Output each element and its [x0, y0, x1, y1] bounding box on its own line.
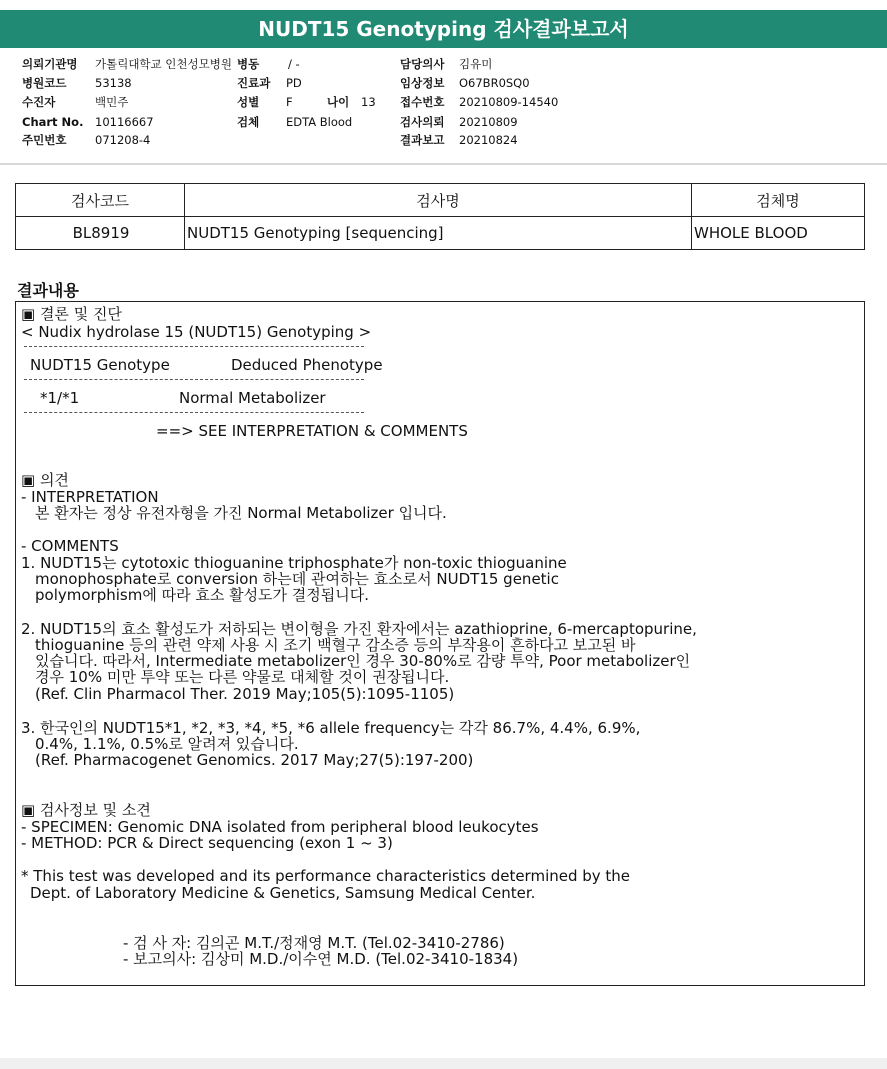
institution-label: 의뢰기관명: [22, 57, 78, 71]
age-value: 13: [361, 95, 376, 109]
comment-2-line-4: 경우 10% 미만 투약 또는 다른 약물로 대체할 것이 권장됩니다.: [35, 668, 450, 686]
header-row-1: [0, 55, 887, 74]
dept-label: 진료과: [237, 76, 271, 90]
results-heading: 결과내용: [17, 281, 79, 300]
col-header-code: 검사코드: [16, 184, 185, 217]
header-divider: [0, 163, 887, 165]
comments-title: - COMMENTS: [21, 537, 119, 555]
doctor-value: 김유미: [459, 57, 493, 71]
specimen-info-line: - SPECIMEN: Genomic DNA isolated from peripheral blood leukocytes: [21, 818, 539, 836]
chart-no-value: 10116667: [95, 115, 154, 129]
recipient-value: 백민주: [95, 95, 129, 109]
receipt-no-label: 접수번호: [400, 95, 445, 109]
interpretation-text: 본 환자는 정상 유전자형을 가진 Normal Metabolizer 입니다.: [35, 504, 447, 522]
method-info-line: - METHOD: PCR & Direct sequencing (exon 1 ~ 3): [21, 834, 393, 852]
chart-no-label: Chart No.: [22, 115, 84, 129]
col-header-name: 검사명: [185, 184, 692, 217]
comment-2-line-1: 2. NUDT15의 효소 활성도가 저하되는 변이형을 가진 환자에서는 azathioprine, 6-mercaptopurine,: [21, 620, 697, 638]
test-info-title: ▣ 검사정보 및 소견: [21, 801, 151, 819]
comment-3-ref: (Ref. Pharmacogenet Genomics. 2017 May;27(5):197-200): [35, 751, 474, 769]
sex-label: 성별: [237, 95, 260, 109]
header-row-4: [0, 113, 887, 132]
divider-dashed: [24, 346, 364, 347]
header-row-3: [0, 93, 887, 112]
age-label: 나이: [327, 95, 350, 109]
cell-code: BL8919: [16, 217, 185, 250]
genotype-value: *1/*1: [40, 389, 80, 407]
development-note-line-1: * This test was developed and its performance characteristics determined by the: [21, 867, 631, 885]
specimen-label: 검체: [237, 115, 260, 129]
ward-value: / -: [288, 57, 300, 71]
report-date-label: 결과보고: [400, 133, 445, 147]
phenotype-col-label: Deduced Phenotype: [231, 356, 383, 374]
conclusion-title: ▣ 결론 및 진단: [21, 305, 122, 323]
sex-value: F: [286, 95, 293, 109]
dept-value: PD: [286, 76, 302, 90]
genotype-col-label: NUDT15 Genotype: [30, 356, 170, 374]
comment-1-line-2: monophosphate로 conversion 하는데 관여하는 효소로서 NUDT15 genetic: [35, 570, 559, 588]
test-table: [15, 183, 865, 250]
comment-1-line-3: polymorphism에 따라 효소 활성도가 결정됩니다.: [35, 586, 370, 604]
col-header-specimen: 검체명: [692, 184, 865, 217]
resident-no-label: 주민번호: [22, 133, 67, 147]
phenotype-value: Normal Metabolizer: [179, 389, 326, 407]
comment-2-line-2: thioguanine 등의 관련 약제 사용 시 조기 백혈구 감소증 등의 부작용이 흔하다고 보고된 바: [35, 636, 636, 654]
results-box: [15, 301, 865, 986]
interpretation-title: - INTERPRETATION: [21, 488, 159, 506]
opinion-title: ▣ 의견: [21, 471, 69, 489]
request-date-label: 검사의뢰: [400, 115, 445, 129]
divider-dashed: [24, 379, 364, 380]
institution-value: 가톨릭대학교 인천성모병원: [95, 57, 232, 71]
doctor-label: 담당의사: [400, 57, 445, 71]
comment-3-line-1: 3. 한국인의 NUDT15*1, *2, *3, *4, *5, *6 allele frequency는 각각 86.7%, 4.4%, 6.9%,: [21, 719, 641, 737]
clinical-info-value: O67BR0SQ0: [459, 76, 530, 90]
receipt-no-value: 20210809-14540: [459, 95, 559, 109]
tester-signature-line: - 검 사 자: 김의곤 M.T./정재영 M.T. (Tel.02-3410-2786): [123, 934, 505, 952]
specimen-value: EDTA Blood: [286, 115, 353, 129]
comment-1-line-1: 1. NUDT15는 cytotoxic thioguanine triphosphate가 non-toxic thioguanine: [21, 554, 567, 572]
table-header-row: [16, 184, 865, 217]
resident-no-value: 071208-4: [95, 133, 151, 147]
report-date-value: 20210824: [459, 133, 518, 147]
request-date-value: 20210809: [459, 115, 518, 129]
hospital-code-label: 병원코드: [22, 76, 67, 90]
cell-name: NUDT15 Genotyping [sequencing]: [185, 217, 692, 250]
report-title: NUDT15 Genotyping 검사결과보고서: [0, 10, 887, 48]
bottom-bar: [0, 1058, 887, 1069]
ward-label: 병동: [237, 57, 260, 71]
see-interpretation-note: ==> SEE INTERPRETATION & COMMENTS: [156, 422, 468, 440]
cell-specimen: WHOLE BLOOD: [692, 217, 865, 250]
comment-2-line-3: 있습니다. 따라서, Intermediate metabolizer인 경우 30-80%로 감량 투약, Poor metabolizer인: [35, 652, 691, 670]
hospital-code-value: 53138: [95, 76, 132, 90]
comment-3-line-2: 0.4%, 1.1%, 0.5%로 알려져 있습니다.: [35, 735, 299, 753]
comment-2-ref: (Ref. Clin Pharmacol Ther. 2019 May;105(5):1095-1105): [35, 685, 455, 703]
assay-title: < Nudix hydrolase 15 (NUDT15) Genotyping >: [21, 323, 372, 341]
clinical-info-label: 임상정보: [400, 76, 445, 90]
development-note-line-2: Dept. of Laboratory Medicine & Genetics, Samsung Medical Center.: [30, 884, 536, 902]
header-row-5: [0, 131, 887, 150]
reporter-signature-line: - 보고의사: 김상미 M.D./이수연 M.D. (Tel.02-3410-1834): [123, 950, 519, 968]
header-row-2: [0, 74, 887, 93]
divider-dashed: [24, 412, 364, 413]
recipient-label: 수진자: [22, 95, 56, 109]
table-row: [16, 217, 865, 250]
